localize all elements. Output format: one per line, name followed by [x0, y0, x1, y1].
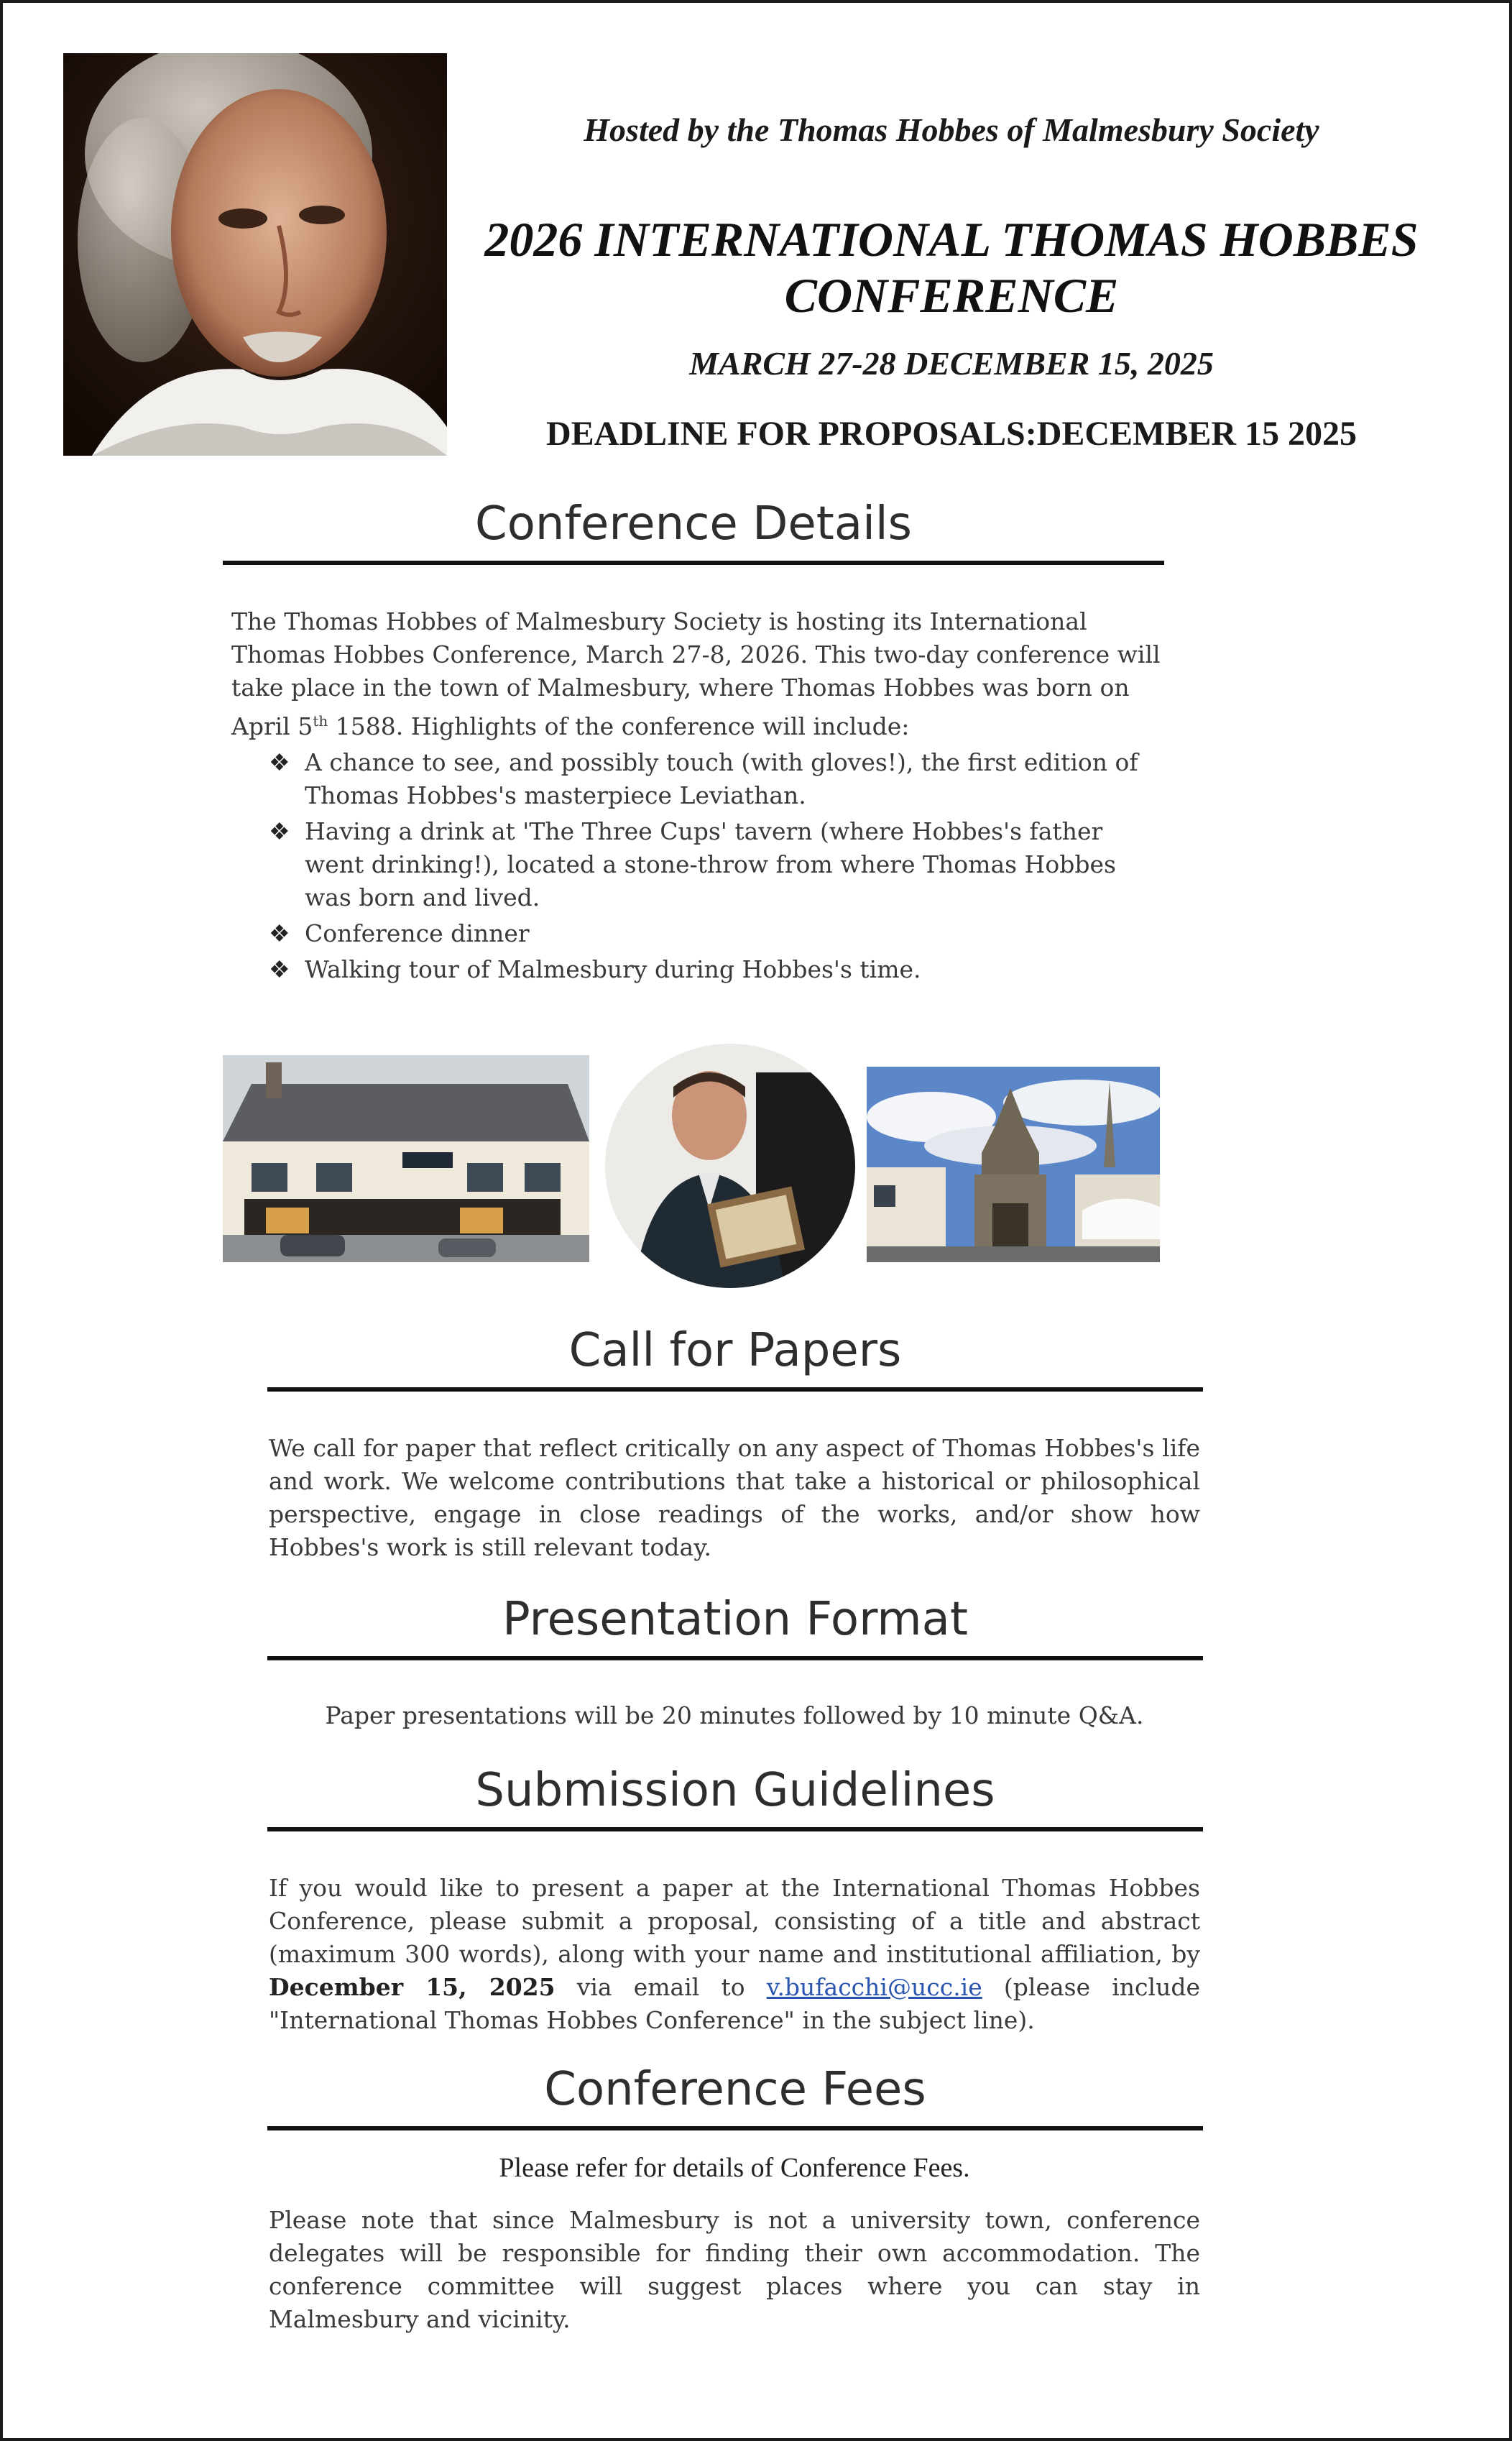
fees-refer-text: Please refer for details of Conference Fees. — [499, 2153, 970, 2183]
heading-submission-guidelines: Submission Guidelines — [267, 1764, 1203, 1831]
leviathan-first-edition-photo — [605, 1044, 855, 1288]
conference-dates: MARCH 27-28 DECEMBER 15, 2025 — [689, 345, 1214, 382]
heading-presentation-format: Presentation Format — [267, 1593, 1203, 1660]
email-link[interactable]: v.bufacchi@ucc.ie — [766, 1973, 982, 2001]
highlight-text: Walking tour of Malmesbury during Hobbes's time. — [305, 955, 921, 983]
title-line-2: CONFERENCE — [784, 268, 1119, 323]
hosted-by-line: Hosted by the Thomas Hobbes of Malmesbury Society — [584, 111, 1319, 148]
submission-guidelines-text — [269, 1872, 1200, 2037]
heading-call-for-papers: Call for Papers — [267, 1324, 1203, 1392]
proposal-deadline: DEADLINE FOR PROPOSALS:DECEMBER 15 2025 — [545, 415, 1357, 453]
conference-title — [463, 211, 1440, 323]
heading-conference-fees: Conference Fees — [267, 2063, 1203, 2130]
highlight-text: A chance to see, and possibly touch (with gloves!), the first edition of Thomas Hobbes's masterpiece Leviathan. — [305, 748, 1138, 809]
heading-conference-details: Conference Details — [223, 497, 1164, 565]
list-item — [269, 953, 1166, 986]
presentation-format-text: Paper presentations will be 20 minutes followed by 10 minute Q&A. — [325, 1701, 1144, 1729]
malmesbury-market-cross-photo — [867, 1067, 1160, 1262]
highlight-text: Conference dinner — [305, 919, 530, 947]
bullet-diamond-icon: ❖ — [269, 817, 290, 845]
intro-text-b: 1588. Highlights of the conference will include: — [328, 712, 910, 740]
submission-text-b: via email to — [555, 1973, 767, 2001]
accommodation-note: Please note that since Malmesbury is not a university town, conference delegates will be responsible for finding their own accommodation. The conference committee will suggest places where you can stay in Malmesbury and vicinity. — [269, 2206, 1200, 2333]
hobbes-portrait-image — [63, 53, 447, 456]
details-intro — [231, 605, 1166, 743]
highlights-list — [231, 746, 1166, 986]
list-item — [269, 815, 1166, 914]
conference-details-body — [231, 605, 1166, 989]
call-for-papers-text: We call for paper that reflect critically on any aspect of Thomas Hobbes's life and work. We welcome contributions that take a historical or philosophical perspective, engage in close readings of the works, and/or show how Hobbes's work is still relevant today. — [269, 1434, 1200, 1561]
intro-superscript: th — [313, 712, 328, 730]
bullet-diamond-icon: ❖ — [269, 748, 290, 776]
list-item — [269, 746, 1166, 812]
three-cups-tavern-photo — [223, 1055, 589, 1262]
bullet-diamond-icon: ❖ — [269, 955, 290, 983]
submission-deadline: December 15, 2025 — [269, 1973, 556, 2001]
submission-text-c: (please include "International Thomas Hobbes Conference" in the subject line). — [269, 1973, 1200, 2034]
bullet-diamond-icon: ❖ — [269, 919, 290, 947]
highlight-text: Having a drink at 'The Three Cups' tavern (where Hobbes's father went drinking!), located a stone-throw from where Thomas Hobbes was born and lived. — [305, 817, 1116, 911]
title-line-1: 2026 INTERNATIONAL THOMAS HOBBES — [484, 212, 1419, 267]
intro-text-a: The Thomas Hobbes of Malmesbury Society is hosting its International Thomas Hobbes Conference, March 27-8, 2026. This two-day conference will take place in the town of Malmesbury, where Thomas Hobbes was born on April 5 — [231, 607, 1161, 740]
submission-text-a: If you would like to present a paper at the International Thomas Hobbes Conference, please submit a proposal, consisting of a title and abstract (maximum 300 words), along with your name and institutional affiliation, by — [269, 1874, 1200, 1968]
list-item — [269, 917, 1166, 950]
